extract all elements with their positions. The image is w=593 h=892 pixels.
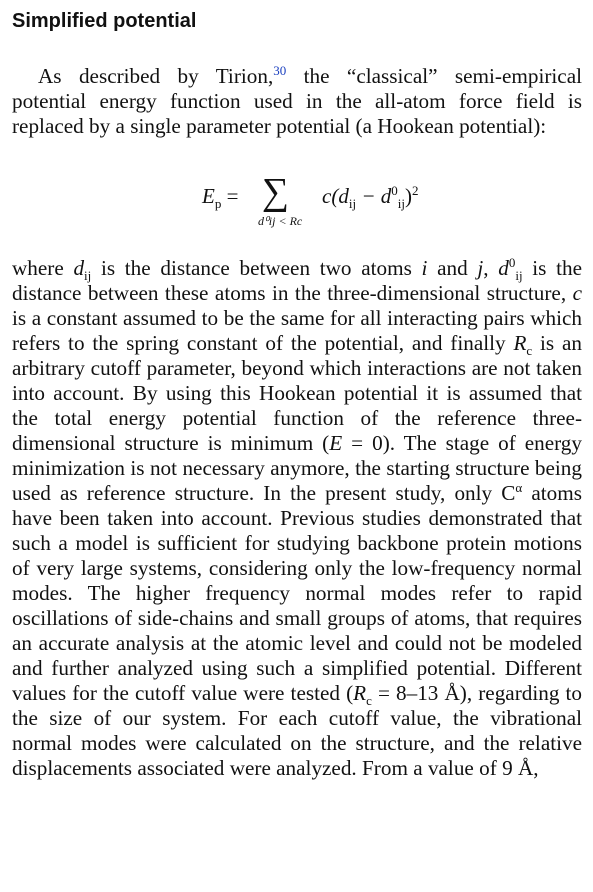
section-heading: Simplified potential	[12, 10, 197, 32]
intro-text-1: As described by Tirion,	[38, 64, 274, 88]
summation-limit: d⁰ij < Rc	[258, 214, 303, 228]
citation-link[interactable]: 30	[273, 63, 287, 78]
summation-symbol: ∑	[262, 171, 290, 213]
equation-lhs: $E_p$ =	[202, 184, 239, 212]
intro-paragraph	[12, 64, 582, 139]
body-paragraph: where $d_{ij}$ is the distance between two atoms i and j, $d^0_{ij}$ is the distance between these atoms in the three-dimensional structure, c is a constant assumed to be the same for all interacting pairs which refers to the spring constant of the potential, and finally $R_c$ is an arbitrary cutoff parameter, beyond which interactions are not taken into account. By using this Hookean potential it is assumed that the total energy potential function of the reference three-dimensional structure is minimum (E = 0). The stage of energy minimization is not necessary anymore, the starting structure being used as reference structure. In the present study, only $C^\alpha$ atoms have been taken into account. Previous studies demonstrated that such a model is sufficient for studying backbone protein motions of very large systems, considering only the low-frequency normal modes. The higher frequency normal modes refer to rapid oscillations of side-chains and small groups of atoms, that requires an accurate analysis at the atomic level and could not be modeled and further analyzed using such a simplified potential. Different values for the cutoff value were tested ($R_c = 8-13$ Å), regarding to the size of our system. For each cutoff value, the vibrational normal modes were calculated on the structure, and the relative displacements associated were analyzed. From a value of 9 Å,	[12, 254, 583, 780]
equation-rhs: $c(d_{ij} - d^0_{ij})^2$	[322, 183, 419, 212]
intro-text-2: the “classical” semi-empirical potential energy function used in the all-atom force field is replaced by a single parameter potential (a Hookean potential):	[12, 64, 582, 138]
